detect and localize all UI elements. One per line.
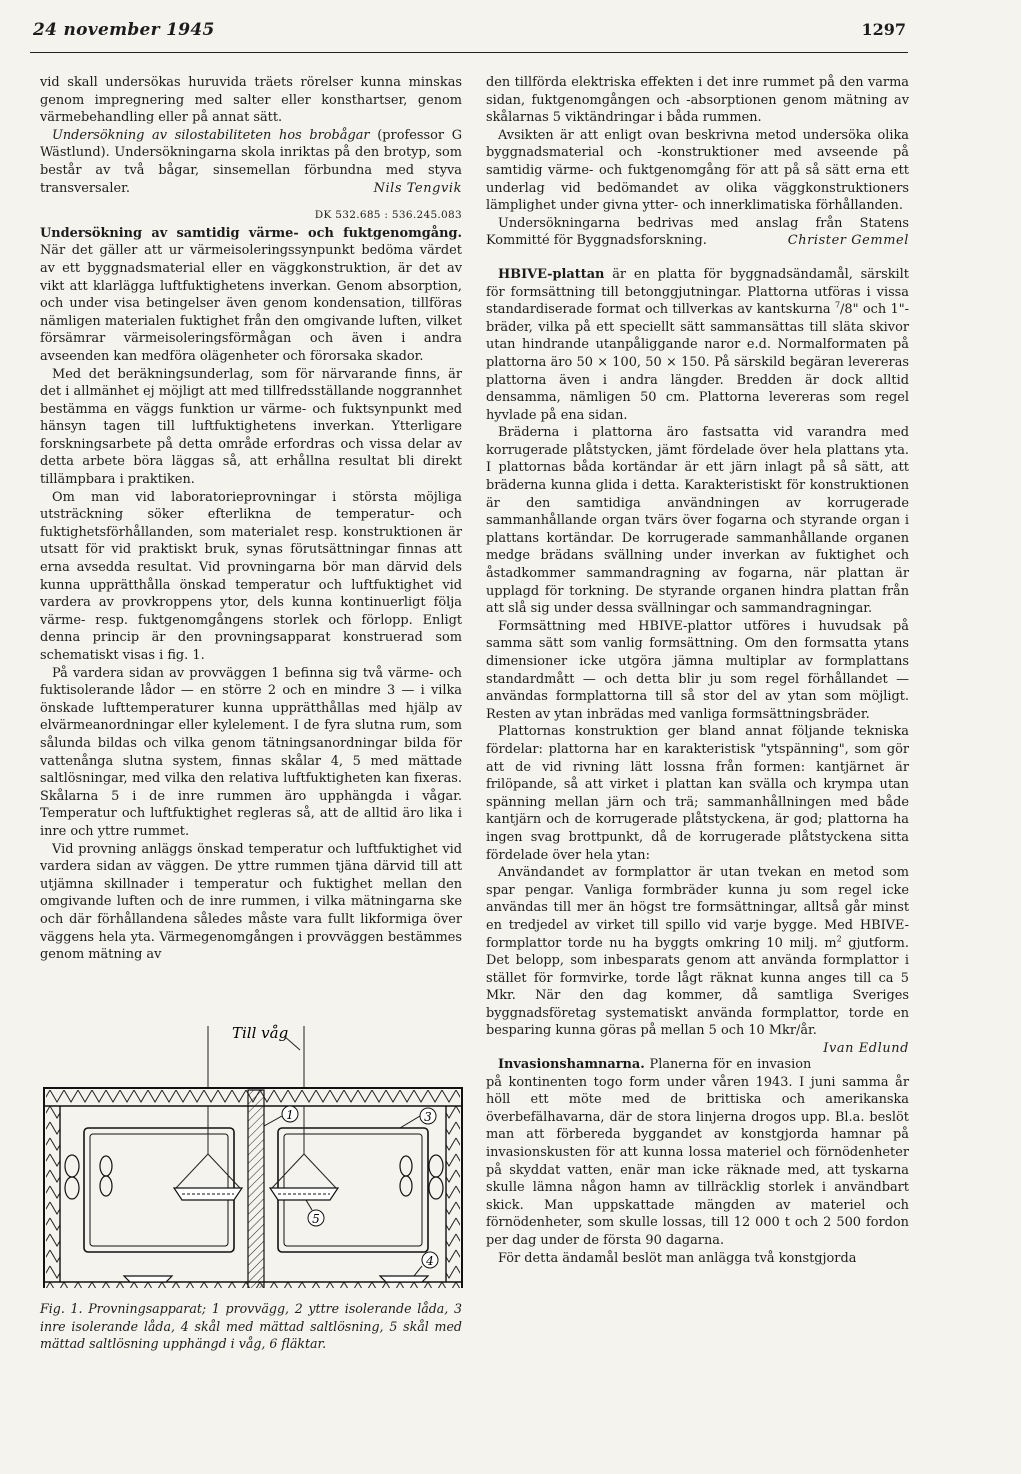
figure-1-diagram <box>36 688 466 1268</box>
paragraph-text: (professor G Wästlund). Undersökningarna skola inriktas på den brotyp, som består av två bågar, sinsemellan förbundna med styva transversaler. <box>40 127 463 196</box>
paragraph: vid skall undersökas huruvida träets rörelser kunna minskas genom impregnering med salter eller konsthartser, genom värmebehandling eller på annat sätt. <box>40 75 462 126</box>
article-title: Undersökning av samtidig värme- och fuktgenomgång. <box>40 225 462 241</box>
fraction-denominator: /8 <box>840 302 853 318</box>
paragraph-text: gjutform. Det belopp, som inbesparats genom att använda formplattor i stället för formvirke, torde lågt räknat kunna anges till ca 5 Mkr. När den dag kommer, då samtliga Sveriges byggnadsföretag systematiskt använda formplattor, torde en besparing kunna göras på mellan 5 och 10 Mkr/år. <box>486 935 909 1039</box>
marker-5 <box>306 1200 324 1226</box>
section-title: Undersökning av silostabiliteten hos brobågar <box>52 127 370 143</box>
author-signature: Christer Gemmel <box>787 233 909 249</box>
marker-1 <box>264 1106 298 1126</box>
paragraph <box>40 225 462 366</box>
paragraph-text: Användandet av formplattor är utan tvekan en metod som spar pengar. Vanliga formbräder kunna ju som regel icke användas till mer än högst tre formsättningar, alltså går minst en tredjedel av virket till spillo vid varje bygge. Med HBIVE-formplattor torde nu ha byggts omkring 10 milj. m <box>486 865 909 951</box>
svg-text:4: 4 <box>426 1254 434 1268</box>
svg-text:5: 5 <box>312 1212 320 1226</box>
paragraph: Plattornas konstruktion ger bland annat följande tekniska fördelar: plattorna har en karakteristisk "ytspänning", som gör att de vid rivning lätt lossna från formen: kantjärnet är frilöpande, så att virket i plattan kan svälla och krympa utan spänning mellan järn och trä; sammanhållningen med både kantjärn och de korrugerade plåtstyckena, är god; plattorna ha ingen svag brottpunkt, då de korrugerade plåtstyckena sitta fördelade över hela ytan: <box>486 724 909 863</box>
paragraph: På vardera sidan av provväggen 1 befinna sig två värme- och fuktisolerande lådor — en större 2 och en mindre 3 — i vilka önskade lufttemperaturer kunna upprätthållas med hjälp av elvärmeanordningar eller kylelement. I de fyra slutna rum, som sålunda bildas och vilka genom tätningsanordningar bilda för vattenånga slutna system, finnas skålar 4, 5 med mättade saltlösningar, med vilka den relativa luftfuktigheten kan fixeras. Skålarna 5 i de inre rummen äro upphängda i vågar. Temperatur och luftfuktighet regleras så, att de alltid äro lika i inre och yttre rummet. <box>40 665 462 839</box>
hanging-dish-left <box>174 1106 242 1200</box>
paragraph-text: " och 1"-bräder, vilka på ett speciellt sätt sammansättas till släta skivor utan hindrande utanpåliggande naror e.d. Normalformaten på plattorna äro 50 × 100, 50 × 150. På särskild begäran levereras plattorna även i andra längder. Bredden är dock alltid densamma, nämligen 50 cm. Plattorna levereras som regel hyvlade på ena sidan. <box>486 302 909 423</box>
paragraph: Avsikten är att enligt ovan beskrivna metod undersöka olika byggnadsmaterial och -konstruktioner med avseende på samtidig värme- och fuktgenomgång för att på så sätt erna ett underlag vid bedömandet av olika väggkonstruktioners lämplighet under givna ytter- och innerklimatiska förhållanden. <box>486 127 909 214</box>
article-title: Invasionshamnarna. <box>498 1057 645 1073</box>
paragraph <box>40 127 462 197</box>
paragraph: den tillförda elektriska effekten i det inre rummet på den varma sidan, fuktgenomgången och -absorptionen genom mätning av skålarnas 5 viktändringar i båda rummen. <box>486 75 909 126</box>
marker-3 <box>400 1108 436 1128</box>
paragraph: Formsättning med HBIVE-plattor utföres i huvudsak på samma sätt som vanlig formsättning. Om den formsatta ytans dimensioner icke utgöra jämna multiplar av formplattans standardmått — och detta blir ju som regel förhållandet — användas formplattorna till så stor del av ytan som möjligt. Resten av ytan inbrädas med vanliga formsättningsbräder. <box>486 618 909 722</box>
till-vag-label: Till våg <box>232 1024 289 1042</box>
paragraph <box>486 215 909 250</box>
fraction-numerator: 7 <box>834 300 841 310</box>
paragraph <box>486 266 909 424</box>
hanging-dish-right <box>270 1106 338 1200</box>
figure-caption: Fig. 1. Provningsapparat; 1 provvägg, 2 yttre isolerande låda, 3 inre isolerande låda, 4 skål med mättad saltlösning, 5 skål med mättad saltlösning upphängd i våg, 6 fläktar. <box>40 1301 462 1352</box>
dk-classification: DK 532.685 : 536.245.083 <box>314 209 462 222</box>
right-column <box>486 74 909 1267</box>
page-number: 1297 <box>861 20 906 39</box>
paragraph: Om man vid laboratorieprovningar i största möjliga utsträckning söker efterlikna de temperatur- och fuktighetsförhållanden, som materialet resp. konstruktionen är utsatt för vid praktiskt bruk, synas förutsättningar finnas att erna avsedda resultat. Vid provningarna bör man därvid dels kunna upprätthålla önskad temperatur och luftfuktighet vid vardera av provkroppens ytor, dels kunna kontinuerligt följa värme- resp. fuktgenomgångens storlek och förlopp. Enligt denna princip är den provningsapparat konstruerad som schematiskt visas i fig. 1. <box>40 489 462 663</box>
marker-4 <box>414 1252 438 1276</box>
header-rule <box>30 52 908 53</box>
apparatus-schematic <box>36 688 466 1288</box>
author-signature: Ivan Edlund <box>823 1041 909 1057</box>
issue-date: 24 november 1945 <box>33 20 215 40</box>
dish-bottom-left <box>124 1276 172 1282</box>
paragraph-text: Undersökningarna bedrivas med anslag från Statens Kommitté för Byggnadsforskning. <box>486 215 909 249</box>
paragraph: För detta ändamål beslöt man anlägga två konstgjorda <box>498 1250 857 1266</box>
article-title: HBIVE-plattan <box>498 266 605 282</box>
dish-bottom-right <box>380 1276 428 1282</box>
paragraph-text: Planerna för en invasion på kontinenten togo form under våren 1943. I juni samma år höll ett möte med de brittiska och amerikanska överbefälhavarna, där de stora linjerna drogos upp. Bl.a. beslöt man att förbereda byggandet av konstgjorda hamnar på invasionskusten för att kunna lossa materiel och förnödenheter på skyddat vatten, enär man icke räknade med, att tyskarna skulle lämna någon hamn av tillräcklig storlek i användbart skick. Man uppskattade mängden av materiel och förnödenheter, som skulle lossas, till 12 000 t och 2 500 fordon per dag under de första 90 dagarna. <box>486 1057 909 1248</box>
svg-text:1: 1 <box>286 1108 294 1122</box>
paragraph <box>486 1056 909 1250</box>
fan-left <box>65 1155 112 1199</box>
insulation-left <box>46 1106 60 1282</box>
svg-text:3: 3 <box>424 1110 432 1124</box>
paragraph <box>486 864 909 1057</box>
author-signature: Nils Tengvik <box>373 180 462 196</box>
paragraph-text: är en platta för byggnadsändamål, särskilt för formsättning till betonggjutningar. Plattorna utföras i vissa standardiserade format och tillverkas av kantskurna <box>486 266 909 318</box>
paragraph-text: När det gäller att ur värmeisoleringssynpunkt bedöma värdet av ett byggnadsmaterial eller en väggkonstruktion, är det av vikt att klarlägga luftfuktighetens inverkan. Genom absorption, och under visa betingelser även genom kondensation, tillföras nämligen materialen fuktighet från den omgivande luften, vilket försämrar värmeisoleringsförmågan och även i andra avseenden kan medföra olägenheter och förorsaka skador. <box>40 243 462 364</box>
paragraph: Bräderna i plattorna äro fastsatta vid varandra med korrugerade plåtstycken, jämt fördelade över hela plattans yta. I plattornas båda kortändar är ett järn inlagt på så sätt, att bräderna kunna glida i detta. Karakteristiskt för konstruktionen är den samtidiga användningen av korrugerade sammanhållande organ tvärs över fogarna och styrande organ i plattans kortändar. De korrugerade sammanhållande organen medge brädans svällning under inverkan av fuktighet och åstadkommer sammandragning av fogarna, när plattan är upplagd för torkning. De styrande organen hindra plattan från att slå sig under dessa svällningar och sammandragningar. <box>486 425 909 617</box>
paragraph: Med det beräkningsunderlag, som för närvarande finns, är det i allmänhet ej möjligt att med tillfredsställande noggrannhet bestämma en väggs funktion ur värme- och fuktsynpunkt med hänsyn tagen till luftfuktighetens inverkan. Ytterligare forskningsarbete på detta område erfordras och vissa delar av detta arbete böra läggas så, att erhållna resultat bli direkt tillämpbara i praktiken. <box>40 366 462 488</box>
insulation-right <box>446 1106 460 1282</box>
spacer <box>486 250 909 266</box>
test-wall <box>248 1090 264 1288</box>
superscript: 2 <box>836 934 842 944</box>
paragraph: Vid provning anläggs önskad temperatur och luftfuktighet vid vardera sidan av väggen. De yttre rummen tjäna därvid till att utjämna skillnader i temperatur och fuktighet mellan den omgivande luften och de inre rummen, i vilka mätningarna ske och där förhållandena således måste vara fullt likformiga över väggens hela yta. Värmegenomgången i provväggen bestämmes genom mätning av <box>40 841 462 963</box>
